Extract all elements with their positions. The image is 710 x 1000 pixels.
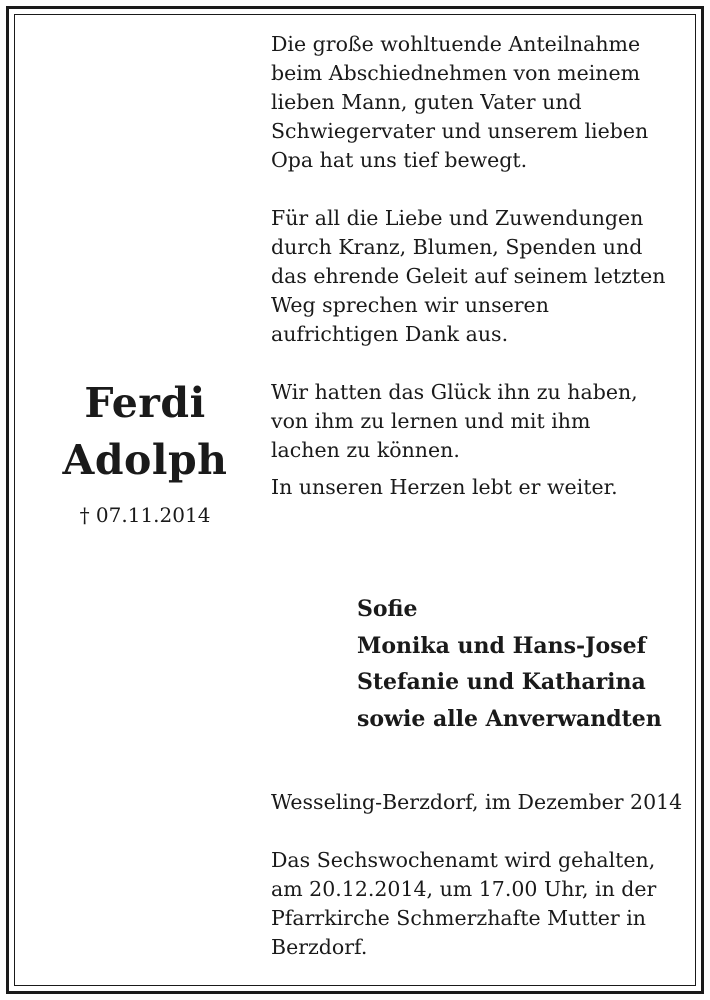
- paragraph-memory: [271, 378, 691, 465]
- text-line: am 20.12.2014, um 17.00 Uhr, in der: [271, 877, 657, 901]
- text-line: Das Sechswochenamt wird gehalten,: [271, 848, 656, 872]
- text-line: Pfarrkirche Schmerzhafte Mutter in: [271, 906, 646, 930]
- text-line: durch Kranz, Blumen, Spenden und: [271, 235, 643, 259]
- place-date: Wesseling-Berzdorf, im Dezember 2014: [271, 790, 683, 814]
- text-line: Berzdorf.: [271, 935, 368, 959]
- text-line: Die große wohltuende Anteilnahme: [271, 32, 641, 56]
- text-line: Für all die Liebe und Zuwendungen: [271, 206, 644, 230]
- text-line: In unseren Herzen lebt er weiter.: [271, 475, 618, 499]
- signers-list: [357, 591, 662, 737]
- text-line: beim Abschiednehmen von meinem: [271, 61, 641, 85]
- text-line: Wir hatten das Glück ihn zu haben,: [271, 380, 638, 404]
- death-date: † 07.11.2014: [79, 503, 211, 527]
- text-line: Schwiegervater und unserem lieben: [271, 119, 649, 143]
- text-line: Weg sprechen wir unseren: [271, 293, 549, 317]
- text-line: von ihm zu lernen und mit ihm: [271, 409, 591, 433]
- first-name: Ferdi: [84, 379, 206, 427]
- signer-name: sowie alle Anverwandten: [357, 705, 662, 732]
- signer-name: Sofie: [357, 596, 418, 622]
- text-line: lachen zu können.: [271, 438, 460, 462]
- paragraph-condolence: [271, 30, 691, 175]
- text-line: Opa hat uns tief bewegt.: [271, 148, 528, 172]
- deceased-block: [30, 375, 260, 527]
- paragraph-closing: [271, 473, 691, 502]
- text-line: das ehrende Geleit auf seinem letzten: [271, 264, 666, 288]
- text-line: lieben Mann, guten Vater und: [271, 90, 582, 114]
- text-line: aufrichtigen Dank aus.: [271, 322, 509, 346]
- last-name: Adolph: [62, 436, 228, 484]
- paragraph-gratitude: [271, 204, 691, 349]
- service-notice: [271, 846, 691, 962]
- signer-name: Monika und Hans-Josef: [357, 632, 647, 659]
- signer-name: Stefanie und Katharina: [357, 669, 646, 695]
- thanks-text: [271, 30, 691, 502]
